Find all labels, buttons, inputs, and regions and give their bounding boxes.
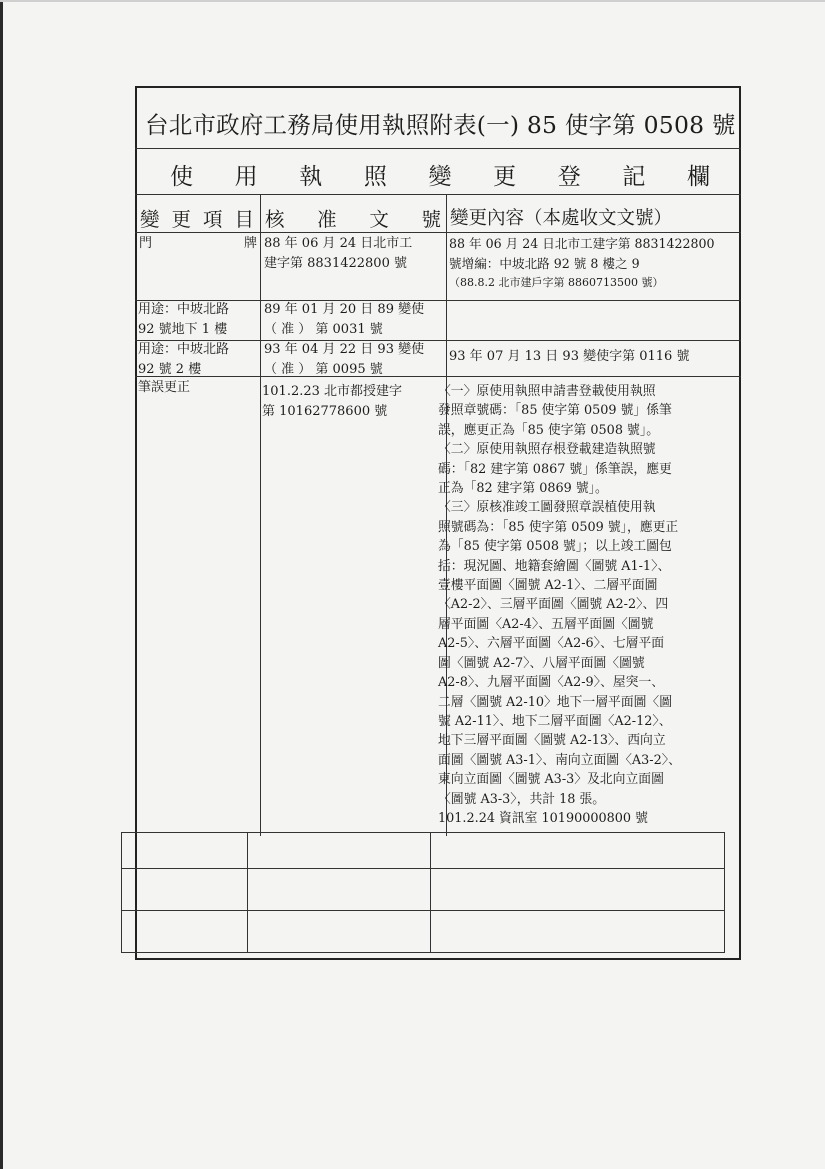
row4-content-line: 〈二〉原使用執照存根登載建造執照號 — [438, 442, 656, 458]
rule-empty-2 — [121, 910, 725, 911]
header-char: 准 — [317, 208, 337, 231]
banner-char: 欄 — [687, 164, 710, 190]
row4-content-line: 層平面圖〈A2-4〉、五層平面圖〈圖號 — [438, 616, 654, 632]
header-char: 號 — [421, 208, 441, 231]
rule-below-banner — [135, 194, 741, 195]
row4-content-line: 101.2.24 資訊室 10190000800 號 — [438, 810, 648, 826]
row4-content-line: 為「85 使字第 0508 號」；以上竣工圖包 — [438, 539, 672, 555]
col-divider-1 — [260, 194, 261, 836]
row1-content — [449, 234, 715, 293]
row4-content-line: 圖〈圖號 A2-7〉、八層平面圖〈圖號 — [438, 655, 645, 671]
row4-content-line: A2-8〉、九層平面圖〈A2-9〉、屋突一、 — [438, 675, 665, 691]
rule-empty-1 — [121, 868, 725, 869]
header-content: 變更內容（本處收文文號） — [450, 208, 673, 229]
header-approval — [265, 204, 441, 232]
row4-content-line: 照號碼為：「85 使字第 0509 號」，應更正 — [438, 519, 679, 535]
row1-item-left: 門 — [139, 236, 153, 251]
row4-content-line: 面圖〈圖號 A3-1〉、南向立面圖〈A3-2〉、 — [438, 752, 681, 768]
row4-content-line: 正為「82 建字第 0869 號」。 — [438, 481, 608, 497]
row2-item-line: 用途：中坡北路 — [138, 302, 230, 317]
row1-approval — [264, 234, 412, 273]
row3-approval-line: 93 年 04 月 22 日 93 變使 — [264, 342, 425, 357]
row4-content-line: 二層〈圖號 A2-10〉地下一層平面圖〈圖 — [438, 694, 673, 710]
row1-item — [139, 234, 257, 254]
row3-approval — [264, 340, 424, 379]
header-char: 項 — [202, 208, 223, 231]
row1-content-line: 88 年 06 月 24 日北市工建字第 8831422800 — [449, 236, 715, 251]
row3-item-line: 用途：中坡北路 — [138, 342, 230, 357]
row1-content-line: （88.8.2 北市建戶字第 8860713500 號） — [449, 276, 664, 289]
row4-approval — [262, 382, 402, 421]
header-char: 變 — [140, 208, 160, 231]
row3-approval-line: （ 准 ） 第 0095 號 — [264, 361, 383, 377]
header-char: 目 — [234, 208, 254, 231]
section-banner — [170, 158, 710, 191]
row4-content-line: 括：現況圖、地籍套繪圖〈圖號 A1-1〉、 — [438, 558, 671, 574]
banner-char: 用 — [234, 164, 258, 190]
row2-approval-line: （ 准 ） 第 0031 號 — [264, 321, 383, 337]
row4-approval-line: 第 10162778600 號 — [262, 403, 388, 419]
col-divider-1-lower — [247, 832, 248, 952]
banner-char: 記 — [622, 164, 646, 190]
rule-below-header — [135, 232, 741, 233]
row3-item — [138, 340, 229, 379]
row4-content-line: 碼：「82 建字第 0867 號」係筆誤，應更 — [438, 461, 672, 477]
row1-item-right: 牌 — [243, 236, 257, 251]
banner-char: 照 — [363, 164, 387, 190]
row4-item — [138, 378, 190, 398]
row2-approval-line: 89 年 01 月 20 日 89 變使 — [264, 302, 425, 317]
row4-content — [438, 382, 681, 828]
header-char: 文 — [369, 208, 389, 231]
banner-char: 變 — [428, 164, 452, 190]
row4-content-line: 地下三層平面圖〈圖號 A2-13〉、西向立 — [438, 733, 666, 749]
row4-item-line: 筆誤更正 — [138, 380, 191, 395]
row1-approval-line: 88 年 06 月 24 日北市工 — [264, 236, 413, 251]
banner-char: 使 — [170, 164, 193, 190]
banner-char: 登 — [557, 164, 581, 190]
row2-item — [138, 300, 229, 339]
header-item — [140, 204, 254, 232]
row2-item-line: 92 號地下 1 樓 — [138, 321, 228, 337]
row4-content-line: 東向立面圖〈圖號 A3-3〉及北向立面圖 — [438, 772, 664, 788]
row4-content-line: 〈三〉原核准竣工圖發照章誤植使用執 — [438, 500, 656, 516]
document-title: 台北市政府工務局使用執照附表(一) 85 使字第 0508 號 — [145, 111, 736, 139]
row4-content-line: 壹樓平面圖〈圖號 A2-1〉、二層平面圖 — [438, 578, 658, 594]
scan-edge — [0, 0, 3, 1169]
banner-char: 更 — [493, 164, 517, 190]
row3-content — [449, 347, 689, 367]
lower-right-edge — [724, 832, 725, 952]
row2-approval — [264, 300, 424, 339]
row4-content-line: 號 A2-11〉、地下二層平面圖〈A2-12〉、 — [438, 713, 672, 729]
row4-content-line: A2-5〉、六層平面圖〈A2-6〉、七層平面 — [438, 636, 665, 652]
row4-content-line: 發照章號碼：「85 使字第 0509 號」係筆 — [438, 403, 672, 419]
rule-empty-3 — [121, 952, 725, 953]
rule-below-row4 — [121, 832, 725, 833]
header-char: 核 — [265, 208, 285, 231]
row4-content-line: 〈一〉原使用執照申請書登載使用執照 — [438, 384, 656, 399]
scan-edge-top — [0, 0, 825, 2]
row1-content-line: 號增編：中坡北路 92 號 8 樓之 9 — [449, 255, 640, 271]
lower-left-edge — [121, 832, 122, 952]
row3-item-line: 92 號 2 樓 — [138, 361, 202, 377]
row3-content-line: 93 年 07 月 13 日 93 變使字第 0116 號 — [449, 349, 690, 364]
header-char: 更 — [171, 208, 191, 231]
row4-content-line: 〈A2-2〉、三層平面圖〈圖號 A2-2〉、四 — [438, 597, 669, 613]
row4-content-line: 誤，應更正為「85 使字第 0508 號」。 — [438, 422, 660, 438]
row4-content-line: 〈圖號 A3-3〉，共計 18 張。 — [438, 791, 606, 807]
rule-below-title — [135, 148, 741, 149]
row1-approval-line: 建字第 8831422800 號 — [264, 255, 407, 271]
banner-char: 執 — [299, 164, 323, 190]
row4-approval-line: 101.2.23 北市都授建字 — [262, 384, 403, 399]
col-divider-2-lower — [430, 832, 431, 952]
